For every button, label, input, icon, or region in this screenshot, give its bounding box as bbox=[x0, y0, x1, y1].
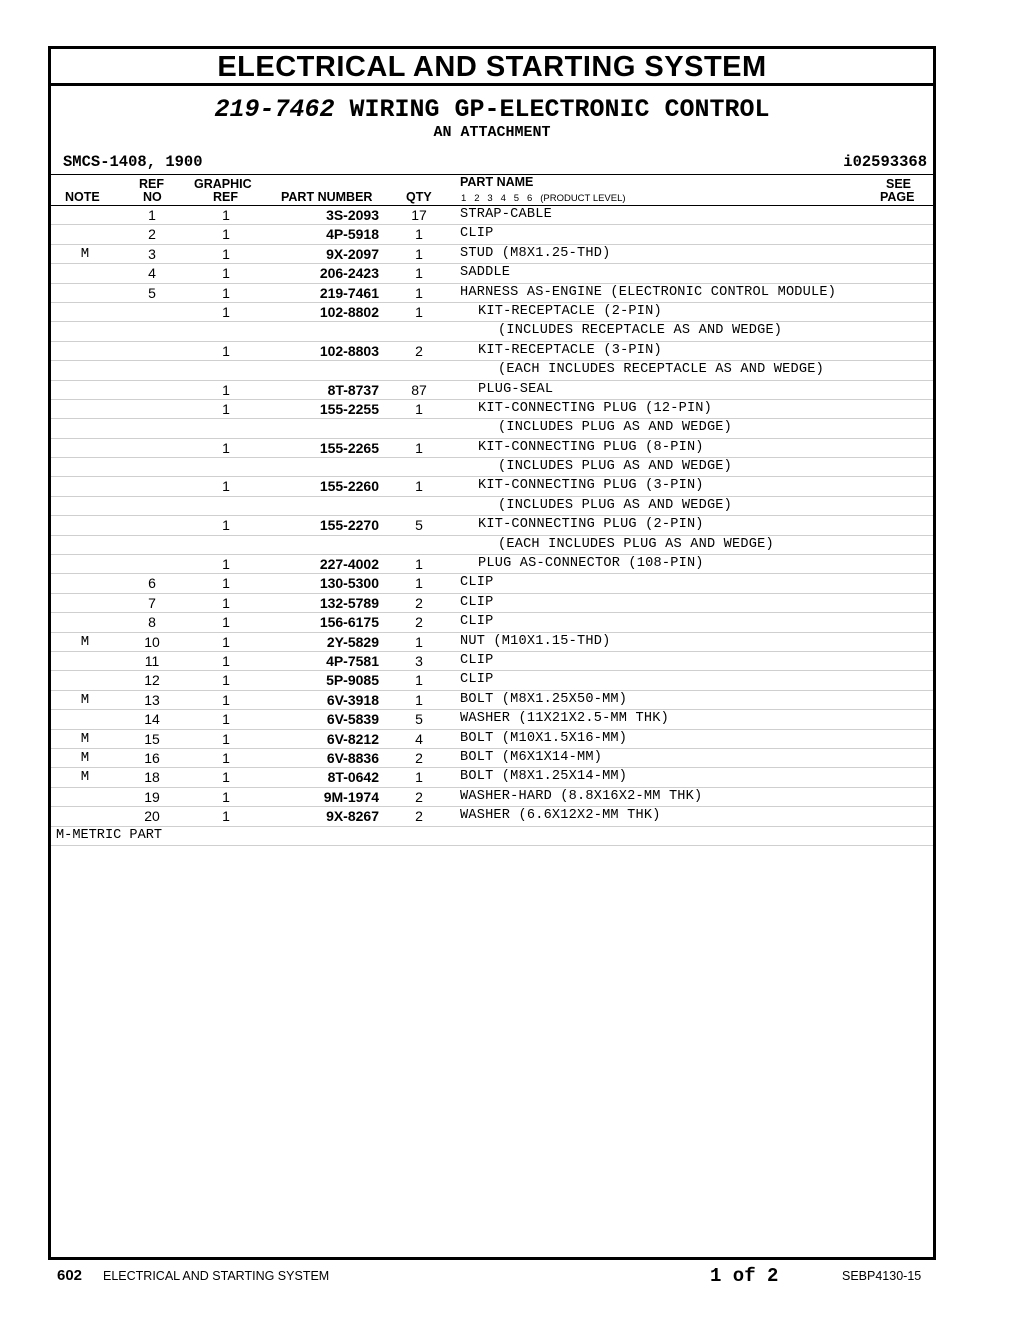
header-graphic-bottom: REF bbox=[213, 190, 238, 204]
ref-no-cell: 19 bbox=[144, 788, 160, 805]
part-number-cell: 155-2260 bbox=[319, 478, 379, 495]
footer-page-number: 602 bbox=[57, 1267, 83, 1284]
note-cell: M bbox=[80, 691, 90, 708]
part-name-cell: HARNESS AS-ENGINE (ELECTRONIC CONTROL MODULE) bbox=[460, 284, 837, 300]
group-name: WIRING GP-ELECTRONIC CONTROL bbox=[349, 95, 770, 124]
ref-no-cell: 14 bbox=[144, 711, 160, 728]
table-row bbox=[51, 613, 933, 632]
graphic-ref-cell: 1 bbox=[222, 788, 230, 805]
table-row bbox=[51, 245, 933, 264]
part-number-cell: 155-2270 bbox=[319, 517, 379, 534]
header-graphic-top: GRAPHIC bbox=[194, 177, 252, 191]
table-row bbox=[51, 730, 933, 749]
part-name-cell: BOLT (M6X1X14-MM) bbox=[460, 749, 603, 765]
table-row bbox=[51, 652, 933, 671]
table-row bbox=[51, 400, 933, 419]
qty-cell: 2 bbox=[415, 594, 423, 611]
parts-table-header bbox=[51, 174, 933, 206]
graphic-ref-cell: 1 bbox=[222, 594, 230, 611]
table-row bbox=[51, 439, 933, 458]
part-name-cell: BOLT (M8X1.25X14-MM) bbox=[460, 769, 628, 785]
part-number-cell: 9M-1974 bbox=[323, 788, 379, 805]
table-row bbox=[51, 749, 933, 768]
part-number-cell: 219-7461 bbox=[319, 284, 379, 301]
part-name-cell: PLUG AS-CONNECTOR (108-PIN) bbox=[478, 556, 704, 572]
qty-cell: 5 bbox=[415, 711, 423, 728]
part-name-cell: WASHER (6.6X12X2-MM THK) bbox=[460, 808, 661, 824]
part-name-cell: STUD (M8X1.25-THD) bbox=[460, 245, 611, 261]
part-name-cell: CLIP bbox=[460, 672, 494, 688]
part-name-cell: (INCLUDES RECEPTACLE AS AND WEDGE) bbox=[498, 323, 783, 339]
graphic-ref-cell: 1 bbox=[222, 342, 230, 359]
header-see-bottom: PAGE bbox=[880, 190, 915, 204]
part-name-cell: KIT-CONNECTING PLUG (8-PIN) bbox=[478, 439, 704, 455]
part-name-cell: (EACH INCLUDES PLUG AS AND WEDGE) bbox=[498, 536, 774, 552]
ref-no-cell: 10 bbox=[144, 633, 160, 650]
part-number-cell: 4P-5918 bbox=[326, 226, 379, 243]
table-row bbox=[51, 536, 933, 555]
table-row bbox=[51, 594, 933, 613]
part-number-cell: 4P-7581 bbox=[326, 652, 379, 669]
metric-footnote: M-METRIC PART bbox=[51, 827, 933, 846]
part-name-cell: PLUG-SEAL bbox=[478, 381, 554, 397]
part-name-cell: STRAP-CABLE bbox=[460, 207, 552, 222]
graphic-ref-cell: 1 bbox=[222, 614, 230, 631]
part-name-cell: (INCLUDES PLUG AS AND WEDGE) bbox=[498, 459, 733, 475]
qty-cell: 2 bbox=[415, 788, 423, 805]
header-product-level: 1 2 3 4 5 6 (PRODUCT LEVEL) bbox=[461, 193, 626, 204]
table-row bbox=[51, 419, 933, 438]
qty-cell: 2 bbox=[415, 808, 423, 825]
table-row bbox=[51, 225, 933, 244]
part-number-cell: 102-8803 bbox=[319, 342, 379, 359]
qty-cell: 3 bbox=[415, 652, 423, 669]
graphic-ref-cell: 1 bbox=[222, 400, 230, 417]
table-row bbox=[51, 807, 933, 826]
part-number-cell: 155-2265 bbox=[319, 439, 379, 456]
header-see-top: SEE bbox=[886, 177, 912, 191]
graphic-ref-cell: 1 bbox=[222, 226, 230, 243]
table-row bbox=[51, 497, 933, 516]
graphic-ref-cell: 1 bbox=[222, 672, 230, 689]
qty-cell: 1 bbox=[415, 245, 423, 262]
group-part-number: 219-7462 bbox=[214, 95, 335, 124]
table-row bbox=[51, 322, 933, 341]
note-cell: M bbox=[80, 633, 90, 650]
header-ref-top: REF bbox=[139, 177, 164, 191]
table-row bbox=[51, 691, 933, 710]
part-number-cell: 9X-2097 bbox=[326, 245, 379, 262]
part-name-cell: CLIP bbox=[460, 614, 494, 630]
qty-cell: 1 bbox=[415, 478, 423, 495]
qty-cell: 1 bbox=[415, 633, 423, 650]
part-name-cell: CLIP bbox=[460, 594, 494, 610]
illustration-id: i02593368 bbox=[843, 153, 927, 171]
part-number-cell: 3S-2093 bbox=[326, 207, 379, 223]
table-row bbox=[51, 671, 933, 690]
part-name-cell: CLIP bbox=[460, 652, 494, 668]
graphic-ref-cell: 1 bbox=[222, 633, 230, 650]
graphic-ref-cell: 1 bbox=[222, 769, 230, 786]
qty-cell: 4 bbox=[415, 730, 423, 747]
ref-no-cell: 6 bbox=[148, 575, 156, 592]
table-row bbox=[51, 264, 933, 283]
graphic-ref-cell: 1 bbox=[222, 556, 230, 573]
table-row bbox=[51, 768, 933, 787]
header-note: NOTE bbox=[65, 190, 100, 204]
parts-page-frame bbox=[48, 46, 936, 1260]
part-name-cell: (EACH INCLUDES RECEPTACLE AS AND WEDGE) bbox=[498, 362, 824, 378]
part-name-cell: KIT-CONNECTING PLUG (2-PIN) bbox=[478, 517, 704, 533]
graphic-ref-cell: 1 bbox=[222, 207, 230, 223]
ref-no-cell: 13 bbox=[144, 691, 160, 708]
table-row bbox=[51, 381, 933, 400]
table-row bbox=[51, 555, 933, 574]
parts-table-body bbox=[51, 206, 933, 827]
table-row bbox=[51, 477, 933, 496]
header-part-number: PART NUMBER bbox=[281, 190, 373, 204]
graphic-ref-cell: 1 bbox=[222, 652, 230, 669]
ref-no-cell: 8 bbox=[148, 614, 156, 631]
ref-no-cell: 15 bbox=[144, 730, 160, 747]
header-qty: QTY bbox=[406, 190, 432, 204]
qty-cell: 2 bbox=[415, 614, 423, 631]
graphic-ref-cell: 1 bbox=[222, 303, 230, 320]
table-row bbox=[51, 710, 933, 729]
ref-no-cell: 4 bbox=[148, 265, 156, 282]
smcs-code: SMCS-1408, 1900 bbox=[63, 153, 203, 171]
table-row bbox=[51, 458, 933, 477]
part-name-cell: CLIP bbox=[460, 226, 494, 242]
part-name-cell: NUT (M10X1.15-THD) bbox=[460, 633, 611, 649]
part-name-cell: KIT-RECEPTACLE (2-PIN) bbox=[478, 303, 662, 319]
qty-cell: 2 bbox=[415, 342, 423, 359]
table-row bbox=[51, 516, 933, 535]
graphic-ref-cell: 1 bbox=[222, 808, 230, 825]
qty-cell: 1 bbox=[415, 769, 423, 786]
part-name-cell: WASHER-HARD (8.8X16X2-MM THK) bbox=[460, 788, 703, 804]
part-number-cell: 6V-8836 bbox=[326, 749, 379, 766]
part-number-cell: 8T-0642 bbox=[327, 769, 379, 786]
group-subtitle: AN ATTACHMENT bbox=[433, 124, 551, 141]
table-row bbox=[51, 361, 933, 380]
header-ref-bottom: NO bbox=[143, 190, 162, 204]
ref-no-cell: 5 bbox=[148, 284, 156, 301]
qty-cell: 2 bbox=[415, 749, 423, 766]
part-name-cell: KIT-CONNECTING PLUG (12-PIN) bbox=[478, 400, 713, 416]
qty-cell: 1 bbox=[415, 439, 423, 456]
graphic-ref-cell: 1 bbox=[222, 517, 230, 534]
qty-cell: 87 bbox=[411, 381, 427, 398]
footer-section: ELECTRICAL AND STARTING SYSTEM bbox=[103, 1269, 330, 1283]
graphic-ref-cell: 1 bbox=[222, 265, 230, 282]
qty-cell: 1 bbox=[415, 284, 423, 301]
part-number-cell: 102-8802 bbox=[319, 303, 379, 320]
graphic-ref-cell: 1 bbox=[222, 284, 230, 301]
footer-page-of: 1 of 2 bbox=[710, 1265, 779, 1287]
note-cell: M bbox=[80, 769, 90, 786]
part-number-cell: 6V-8212 bbox=[326, 730, 379, 747]
table-row bbox=[51, 284, 933, 303]
graphic-ref-cell: 1 bbox=[222, 749, 230, 766]
graphic-ref-cell: 1 bbox=[222, 381, 230, 398]
graphic-ref-cell: 1 bbox=[222, 575, 230, 592]
part-number-cell: 6V-5839 bbox=[326, 711, 379, 728]
page-footer bbox=[0, 1266, 1020, 1288]
graphic-ref-cell: 1 bbox=[222, 245, 230, 262]
part-name-cell: BOLT (M10X1.5X16-MM) bbox=[460, 730, 628, 746]
qty-cell: 1 bbox=[415, 226, 423, 243]
graphic-ref-cell: 1 bbox=[222, 711, 230, 728]
ref-no-cell: 1 bbox=[148, 207, 156, 223]
table-row bbox=[51, 303, 933, 322]
ref-no-cell: 11 bbox=[144, 652, 160, 669]
group-title bbox=[51, 96, 933, 124]
ref-no-cell: 2 bbox=[148, 226, 156, 243]
qty-cell: 1 bbox=[415, 556, 423, 573]
part-number-cell: 155-2255 bbox=[319, 400, 379, 417]
graphic-ref-cell: 1 bbox=[222, 439, 230, 456]
part-name-cell: KIT-CONNECTING PLUG (3-PIN) bbox=[478, 478, 704, 494]
ref-no-cell: 16 bbox=[144, 749, 160, 766]
qty-cell: 1 bbox=[415, 265, 423, 282]
section-title: ELECTRICAL AND STARTING SYSTEM bbox=[51, 49, 933, 86]
graphic-ref-cell: 1 bbox=[222, 691, 230, 708]
footer-document-number: SEBP4130-15 bbox=[842, 1269, 922, 1283]
graphic-ref-cell: 1 bbox=[222, 478, 230, 495]
qty-cell: 1 bbox=[415, 575, 423, 592]
note-cell: M bbox=[80, 245, 90, 262]
ref-no-cell: 7 bbox=[148, 594, 156, 611]
ref-no-cell: 12 bbox=[144, 672, 160, 689]
part-name-cell: (INCLUDES PLUG AS AND WEDGE) bbox=[498, 497, 733, 513]
graphic-ref-cell: 1 bbox=[222, 730, 230, 747]
qty-cell: 17 bbox=[411, 207, 427, 223]
table-row bbox=[51, 633, 933, 652]
part-number-cell: 9X-8267 bbox=[326, 808, 379, 825]
part-number-cell: 206-2423 bbox=[319, 265, 379, 282]
ref-no-cell: 20 bbox=[144, 808, 160, 825]
part-name-cell: WASHER (11X21X2.5-MM THK) bbox=[460, 711, 669, 727]
table-row bbox=[51, 574, 933, 593]
part-number-cell: 8T-8737 bbox=[327, 381, 379, 398]
qty-cell: 1 bbox=[415, 672, 423, 689]
part-number-cell: 2Y-5829 bbox=[326, 633, 379, 650]
note-cell: M bbox=[80, 749, 90, 766]
smcs-row bbox=[51, 142, 933, 174]
part-number-cell: 130-5300 bbox=[319, 575, 379, 592]
part-name-cell: SADDLE bbox=[460, 265, 511, 281]
qty-cell: 1 bbox=[415, 400, 423, 417]
table-row bbox=[51, 342, 933, 361]
qty-cell: 1 bbox=[415, 691, 423, 708]
qty-cell: 1 bbox=[415, 303, 423, 320]
qty-cell: 5 bbox=[415, 517, 423, 534]
part-name-cell: (INCLUDES PLUG AS AND WEDGE) bbox=[498, 420, 733, 436]
part-number-cell: 156-6175 bbox=[319, 614, 379, 631]
part-number-cell: 5P-9085 bbox=[326, 672, 379, 689]
note-cell: M bbox=[80, 730, 90, 747]
part-name-cell: KIT-RECEPTACLE (3-PIN) bbox=[478, 342, 662, 358]
ref-no-cell: 3 bbox=[148, 245, 156, 262]
part-number-cell: 132-5789 bbox=[319, 594, 379, 611]
table-row bbox=[51, 788, 933, 807]
ref-no-cell: 18 bbox=[144, 769, 160, 786]
part-number-cell: 227-4002 bbox=[319, 556, 379, 573]
table-row bbox=[51, 206, 933, 225]
part-name-cell: CLIP bbox=[460, 575, 494, 591]
part-name-cell: BOLT (M8X1.25X50-MM) bbox=[460, 691, 628, 707]
part-number-cell: 6V-3918 bbox=[326, 691, 379, 708]
header-part-name: PART NAME bbox=[460, 175, 534, 189]
